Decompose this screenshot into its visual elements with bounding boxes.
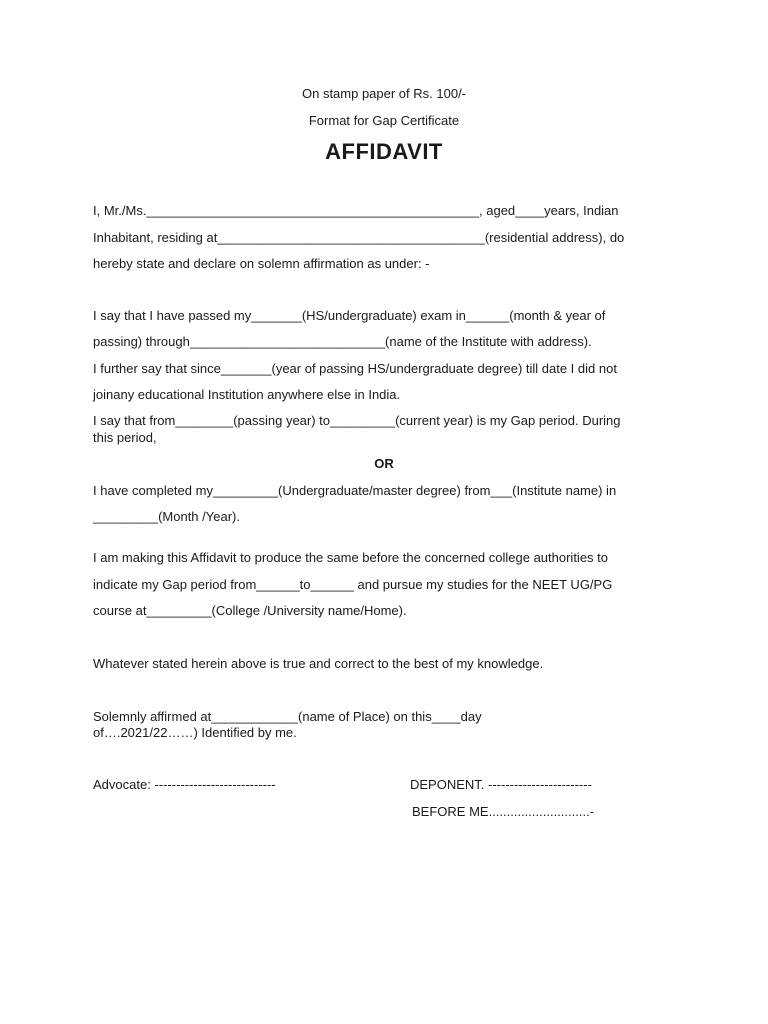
statement-line-2: passing) through___________________________(name of the Institute with address). <box>93 334 592 349</box>
alternative-line-2: _________(Month /Year). <box>93 509 240 524</box>
alternative-line-1: I have completed my_________(Undergraduate/master degree) from___(Institute name) in <box>93 483 617 498</box>
purpose-line-2: indicate my Gap period from______to______ and pursue my studies for the NEET UG/PG <box>93 577 613 592</box>
intro-line-2: Inhabitant, residing at_____________________________________(residential address), do <box>93 230 625 245</box>
stamp-paper-note: On stamp paper of Rs. 100/- <box>301 86 467 101</box>
statement-line-6: this period, <box>93 430 157 445</box>
statement-line-5: I say that from________(passing year) to_________(current year) is my Gap period. During <box>93 413 621 428</box>
format-note: Format for Gap Certificate <box>308 113 460 128</box>
statement-line-3: I further say that since_______(year of passing HS/undergraduate degree) till date I did not <box>93 361 617 376</box>
affirmation-line-2: of….2021/22……) Identified by me. <box>93 725 297 740</box>
statement-line-1: I say that I have passed my_______(HS/undergraduate) exam in______(month & year of <box>93 308 606 323</box>
declaration-line: Whatever stated herein above is true and correct to the best of my knowledge. <box>93 656 544 671</box>
statement-line-4: joinany educational Institution anywhere else in India. <box>93 387 401 402</box>
affirmation-line-1: Solemnly affirmed at____________(name of Place) on this____day <box>93 709 482 724</box>
before-me-signature: BEFORE ME............................- <box>412 804 595 819</box>
intro-line-1: I, Mr./Ms.______________________________________________, aged____years, Indian <box>93 203 619 218</box>
purpose-line-3: course at_________(College /University name/Home). <box>93 603 407 618</box>
document-title: AFFIDAVIT <box>325 139 443 164</box>
purpose-line-1: I am making this Affidavit to produce the same before the concerned college authorities to <box>93 550 609 565</box>
intro-line-3: hereby state and declare on solemn affirmation as under: - <box>93 256 430 271</box>
deponent-signature: DEPONENT. ------------------------ <box>410 777 592 792</box>
advocate-signature: Advocate: ---------------------------- <box>93 777 276 792</box>
or-separator: OR <box>374 456 394 471</box>
